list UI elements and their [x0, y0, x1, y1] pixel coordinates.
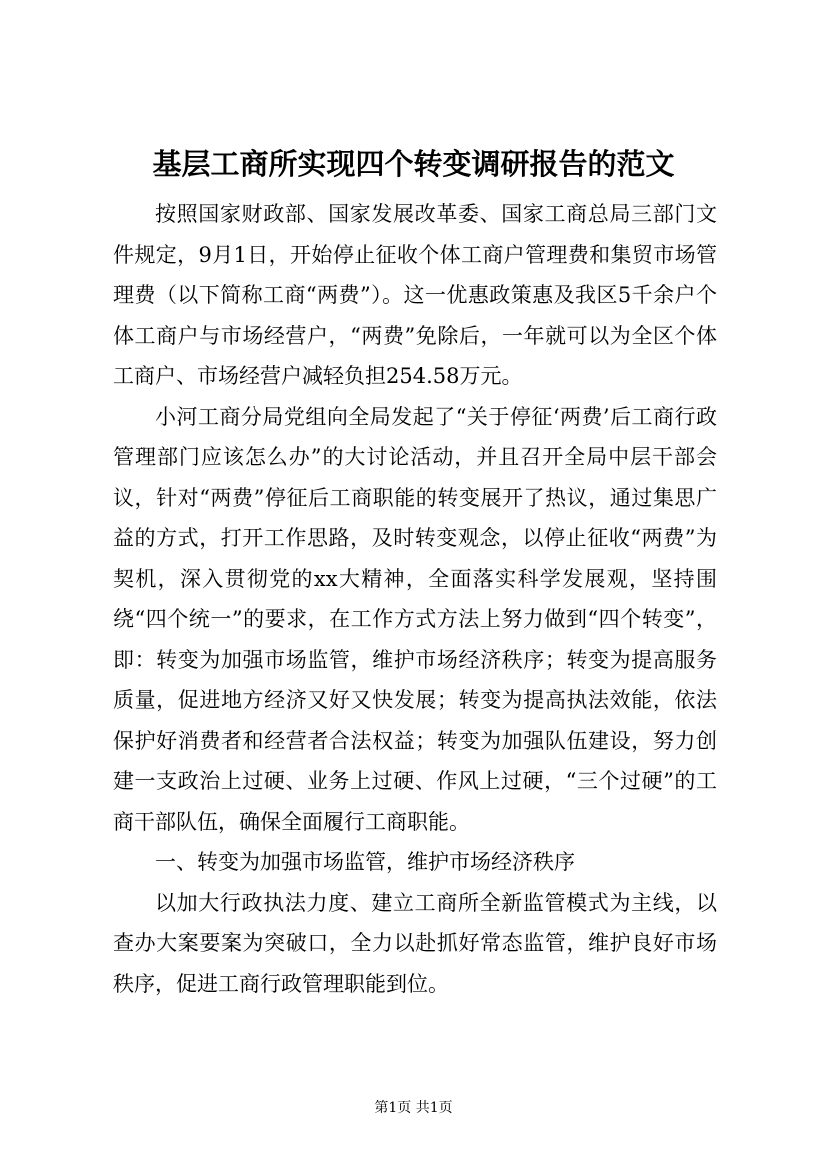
section-heading: 一、转变为加强市场监管，维护市场经济秩序	[155, 850, 575, 874]
paragraph: 按照国家财政部、国家发展改革委、国家工商总局三部门文件规定，9月1日，开始停止征收个体工商户管理费和集贸市场管理费（以下简称工商“两费”）。这一优惠政策惠及我区5千余户个体工商户与市场经营户，“两费”免除后，一年就可以为全区个体工商户、市场经营户减轻负担254.58万元。	[113, 202, 717, 388]
page-footer: 第1页 共1页	[374, 1100, 453, 1116]
document-body	[113, 194, 717, 1004]
paragraph: 小河工商分局党组向全局发起了“关于停征‘两费’后工商行政管理部门应该怎么办”的大讨论活动，并且召开全局中层干部会议，针对“两费”停征后工商职能的转变展开了热议，通过集思广益的方式，打开工作思路，及时转变观念，以停止征收“两费”为契机，深入贯彻党的xx大精神，全面落实科学发展观，坚持围绕“四个统一”的要求，在工作方式方法上努力做到“四个转变”，即：转变为加强市场监管，维护市场经济秩序；转变为提高服务质量，促进地方经济又好又快发展；转变为提高执法效能，依法保护好消费者和经营者合法权益；转变为加强队伍建设，努力创建一支政治上过硬、业务上过硬、作风上过硬，“三个过硬”的工商干部队伍，确保全面履行工商职能。	[113, 404, 717, 834]
paragraph: 以加大行政执法力度、建立工商所全新监管模式为主线，以查办大案要案为突破口，全力以赴抓好常态监管，维护良好市场秩序，促进工商行政管理职能到位。	[113, 890, 717, 996]
page-title: 基层工商所实现四个转变调研报告的范文	[152, 147, 675, 181]
